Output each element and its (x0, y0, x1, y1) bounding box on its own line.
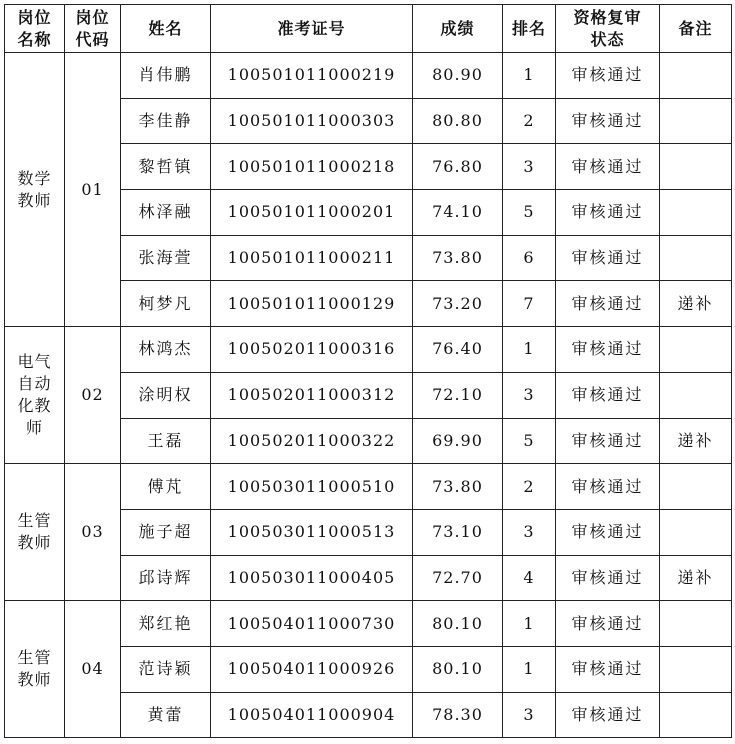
score-cell: 74.10 (413, 190, 503, 236)
exam-id-cell: 100503011000510 (211, 464, 413, 510)
name-cell: 郑红艳 (121, 601, 211, 647)
position-code-cell: 04 (65, 601, 121, 738)
score-cell: 73.80 (413, 464, 503, 510)
remark-cell (660, 98, 732, 144)
exam-id-cell: 100501011000201 (211, 190, 413, 236)
review-status-cell: 审核通过 (556, 190, 660, 236)
name-cell: 柯梦凡 (121, 281, 211, 327)
remark-cell (660, 646, 732, 692)
score-cell: 76.40 (413, 327, 503, 373)
review-status-cell: 审核通过 (556, 372, 660, 418)
review-status-cell: 审核通过 (556, 98, 660, 144)
remark-cell (660, 235, 732, 281)
review-status-cell: 审核通过 (556, 418, 660, 464)
name-cell: 黎哲镇 (121, 144, 211, 190)
position-code-cell: 01 (65, 53, 121, 327)
exam-id-cell: 100504011000904 (211, 692, 413, 738)
remark-cell (660, 144, 732, 190)
name-cell: 施子超 (121, 509, 211, 555)
results-table (4, 4, 732, 738)
table-row (5, 53, 732, 99)
exam-id-cell: 100504011000730 (211, 601, 413, 647)
review-status-cell: 审核通过 (556, 464, 660, 510)
rank-cell: 7 (503, 281, 556, 327)
rank-cell: 4 (503, 555, 556, 601)
score-cell: 80.10 (413, 646, 503, 692)
header-remark: 备注 (660, 5, 732, 53)
rank-cell: 3 (503, 509, 556, 555)
review-status-cell: 审核通过 (556, 144, 660, 190)
rank-cell: 2 (503, 98, 556, 144)
review-status-cell: 审核通过 (556, 281, 660, 327)
review-status-cell: 审核通过 (556, 692, 660, 738)
rank-cell: 1 (503, 53, 556, 99)
remark-cell: 递补 (660, 418, 732, 464)
remark-cell (660, 601, 732, 647)
name-cell: 肖伟鹏 (121, 53, 211, 99)
review-status-cell: 审核通过 (556, 327, 660, 373)
header-score: 成绩 (413, 5, 503, 53)
rank-cell: 5 (503, 190, 556, 236)
header-row (5, 5, 732, 53)
remark-cell: 递补 (660, 281, 732, 327)
rank-cell: 1 (503, 601, 556, 647)
review-status-cell: 审核通过 (556, 509, 660, 555)
remark-cell (660, 509, 732, 555)
remark-cell (660, 53, 732, 99)
name-cell: 王磊 (121, 418, 211, 464)
exam-id-cell: 100503011000405 (211, 555, 413, 601)
table-row (5, 327, 732, 373)
exam-id-cell: 100502011000316 (211, 327, 413, 373)
header-review-status: 资格复审 状态 (556, 5, 660, 53)
exam-id-cell: 100501011000129 (211, 281, 413, 327)
review-status-cell: 审核通过 (556, 555, 660, 601)
name-cell: 邱诗辉 (121, 555, 211, 601)
header-position-code: 岗位 代码 (65, 5, 121, 53)
score-cell: 78.30 (413, 692, 503, 738)
name-cell: 涂明权 (121, 372, 211, 418)
position-code-cell: 03 (65, 464, 121, 601)
review-status-cell: 审核通过 (556, 53, 660, 99)
exam-id-cell: 100502011000322 (211, 418, 413, 464)
review-status-cell: 审核通过 (556, 235, 660, 281)
review-status-cell: 审核通过 (556, 601, 660, 647)
remark-cell (660, 464, 732, 510)
name-cell: 黄蕾 (121, 692, 211, 738)
remark-cell (660, 372, 732, 418)
rank-cell: 5 (503, 418, 556, 464)
name-cell: 张海萱 (121, 235, 211, 281)
score-cell: 76.80 (413, 144, 503, 190)
rank-cell: 6 (503, 235, 556, 281)
score-cell: 72.10 (413, 372, 503, 418)
score-cell: 80.80 (413, 98, 503, 144)
header-rank: 排名 (503, 5, 556, 53)
rank-cell: 3 (503, 372, 556, 418)
name-cell: 林泽融 (121, 190, 211, 236)
score-cell: 72.70 (413, 555, 503, 601)
table-row (5, 464, 732, 510)
header-exam-id: 准考证号 (211, 5, 413, 53)
remark-cell: 递补 (660, 555, 732, 601)
table-body (5, 53, 732, 738)
remark-cell (660, 327, 732, 373)
position-name-cell: 数学 教师 (5, 53, 65, 327)
score-cell: 73.10 (413, 509, 503, 555)
exam-id-cell: 100501011000218 (211, 144, 413, 190)
review-status-cell: 审核通过 (556, 646, 660, 692)
table-row (5, 601, 732, 647)
remark-cell (660, 692, 732, 738)
exam-id-cell: 100504011000926 (211, 646, 413, 692)
exam-id-cell: 100502011000312 (211, 372, 413, 418)
exam-id-cell: 100501011000211 (211, 235, 413, 281)
rank-cell: 2 (503, 464, 556, 510)
name-cell: 傅芃 (121, 464, 211, 510)
name-cell: 林鸿杰 (121, 327, 211, 373)
rank-cell: 1 (503, 327, 556, 373)
score-cell: 80.10 (413, 601, 503, 647)
exam-id-cell: 100501011000303 (211, 98, 413, 144)
position-name-cell: 生管 教师 (5, 601, 65, 738)
position-name-cell: 生管 教师 (5, 464, 65, 601)
score-cell: 73.80 (413, 235, 503, 281)
exam-id-cell: 100501011000219 (211, 53, 413, 99)
exam-id-cell: 100503011000513 (211, 509, 413, 555)
rank-cell: 3 (503, 692, 556, 738)
rank-cell: 3 (503, 144, 556, 190)
remark-cell (660, 190, 732, 236)
name-cell: 李佳静 (121, 98, 211, 144)
position-name-cell: 电气 自动 化教 师 (5, 327, 65, 464)
score-cell: 69.90 (413, 418, 503, 464)
position-code-cell: 02 (65, 327, 121, 464)
score-cell: 80.90 (413, 53, 503, 99)
name-cell: 范诗颖 (121, 646, 211, 692)
score-cell: 73.20 (413, 281, 503, 327)
header-name: 姓名 (121, 5, 211, 53)
rank-cell: 1 (503, 646, 556, 692)
header-position-name: 岗位 名称 (5, 5, 65, 53)
